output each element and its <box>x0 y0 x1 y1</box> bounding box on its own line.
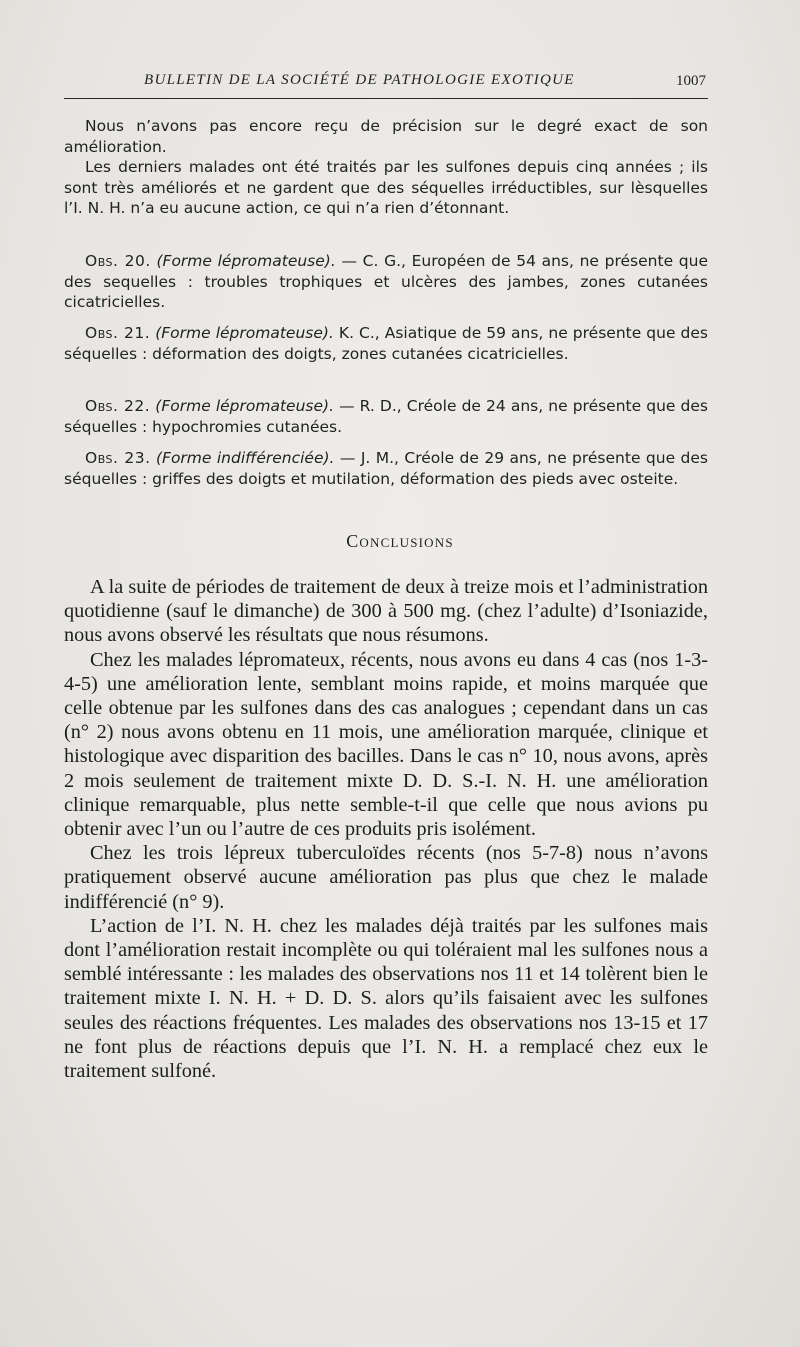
observation-text: — J. M., Créole de 29 ans, ne présente que des séquelles : griffes des doigts et mutilation, déformation des pieds avec osteite. <box>64 449 708 488</box>
running-head: BULLETIN DE LA SOCIÉTÉ DE PATHOLOGIE EXOTIQUE <box>144 72 575 88</box>
observation-form: (Forme lépromateuse). <box>155 324 334 342</box>
observation-label: Obs. 22. <box>85 397 151 415</box>
page-header <box>64 72 708 99</box>
observation-text: — R. D., Créole de 24 ans, ne présente que des séquelles : hypochromies cutanées. <box>64 397 708 436</box>
intro-paragraph-1: Nous n’avons pas encore reçu de précision sur le degré exact de son amélioration. <box>64 117 708 156</box>
conclusions-paragraph-4: L’action de l’I. N. H. chez les malades déjà traités par les sulfones mais dont l’amélioration restait incomplète ou qui toléraient mal les sulfones nous a semblé intéressante : les malades des observations nos 11 et 14 tolèrent bien le traitement mixte I. N. H. + D. D. S. alors qu’ils faisaient avec les sulfones seules des réactions fréquentes. Les malades des observations nos 13-15 et 17 ne font plus de réactions depuis que l’I. N. H. a remplacé chez eux le traitement sulfoné. <box>64 914 708 1083</box>
observation-form: (Forme indifférenciée). <box>155 449 335 467</box>
conclusions-paragraph-3: Chez les trois lépreux tuberculoïdes récents (nos 5-7-8) nous n’avons pratiquement observé aucune amélioration pas plus que chez le malade indifférencié (n° 9). <box>64 842 708 913</box>
intro-block <box>64 116 708 219</box>
observation-form: (Forme lépromateuse). <box>156 252 336 270</box>
conclusions-paragraph-1: A la suite de périodes de traitement de deux à treize mois et l’administration quotidienne (sauf le dimanche) de 300 à 500 mg. (chez l’adulte) d’Isoniazide, nous avons observé les résultats que nous résumons. <box>64 576 708 647</box>
conclusions-paragraph-2: Chez les malades lépromateux, récents, nous avons eu dans 4 cas (nos 1-3-4-5) une amélioration lente, semblant moins rapide, et moins marquée que celle obtenue par les sulfones dans des cas analogues ; cependant dans un cas (n° 2) nous avons obtenu en 11 mois, une amélioration marquée, clinique et histologique avec disparition des bacilles. Dans le cas n° 10, nous avons, après 2 mois seulement de traitement mixte D. D. S.-I. N. H. une amélioration clinique remarquable, plus nette semble-t-il que celle que nous avions pu obtenir avec l’un ou l’autre de ces produits pris isolément. <box>64 648 708 841</box>
observation-text: — C. G., Européen de 54 ans, ne présente que des sequelles : troubles trophiques et ulcères des jambes, zones cutanées cicatricielles. <box>64 252 708 311</box>
conclusions-heading: Conclusions <box>346 531 454 551</box>
observation-form: (Forme lépromateuse). <box>155 397 334 415</box>
observation-text: K. C., Asiatique de 59 ans, ne présente que des séquelles : déformation des doigts, zones cutanées cicatricielles. <box>64 324 708 363</box>
observation-23 <box>64 448 708 489</box>
observation-label: Obs. 23. <box>85 449 151 467</box>
conclusions-body <box>64 575 708 1083</box>
observation-21 <box>64 323 708 364</box>
observation-22 <box>64 396 708 437</box>
intro-paragraph-2: Les derniers malades ont été traités par les sulfones depuis cinq années ; ils sont très améliorés et ne gardent que des séquelles irréductibles, sur lèsquelles l’I. N. H. n’a eu aucune action, ce qui n’a rien d’étonnant. <box>64 158 708 217</box>
observation-label: Obs. 20. <box>85 252 151 270</box>
observation-label: Obs. 21. <box>85 324 151 342</box>
page-number: 1007 <box>676 73 706 89</box>
observation-20 <box>64 251 708 313</box>
